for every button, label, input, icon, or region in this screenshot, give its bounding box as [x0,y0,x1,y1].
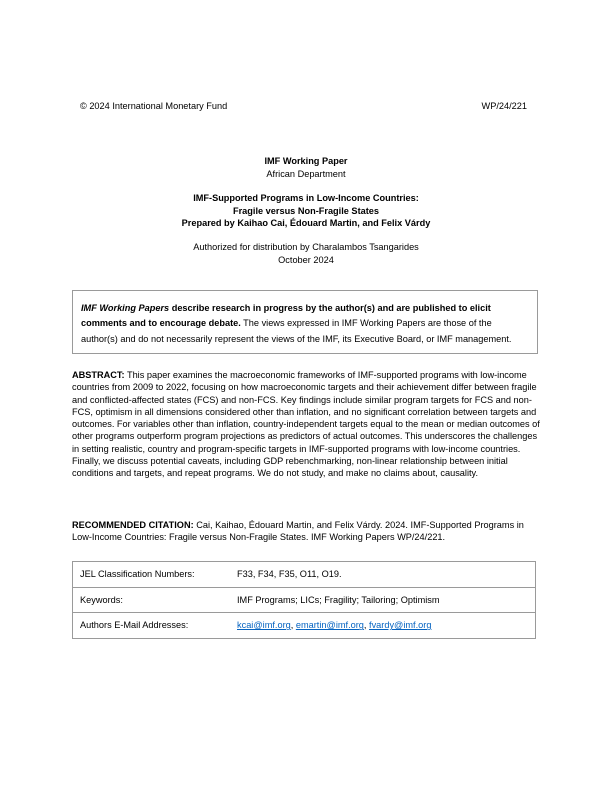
emails-label: Authors E-Mail Addresses: [73,613,231,639]
recommended-citation [72,519,542,544]
citation-label: RECOMMENDED CITATION: [72,520,194,530]
table-row [73,587,536,613]
authors: Prepared by Kaihao Cai, Édouard Martin, and Felix Várdy [181,218,431,229]
keywords-label: Keywords: [73,587,231,613]
jel-value: F33, F34, F35, O11, O19. [230,562,536,588]
abstract [72,369,542,480]
publication-date: October 2024 [278,254,334,265]
series-name: IMF Working Paper [264,156,348,166]
email-link-cai[interactable]: kcai@imf.org [237,620,291,631]
copyright-notice: © 2024 International Monetary Fund [80,101,228,111]
paper-title-line1: IMF-Supported Programs in Low-Income Countries: [193,193,419,204]
emails-value [230,613,536,639]
citation-text: Cai, Kaihao, Édouard Martin, and Felix Várdy. 2024. IMF-Supported Programs in Low-Income Countries: Fragile versus Non-Fragile States. IMF Working Papers WP/24/221. [72,520,524,543]
authorized-by: Authorized for distribution by Charalambos Tsangarides [193,241,419,252]
abstract-label: ABSTRACT: [72,370,125,380]
title-block [0,155,612,266]
disclaimer-box [72,290,538,354]
disclaimer-text: The views expressed in IMF Working Papers are those of the author(s) and do not necessarily represent the views of the IMF, its Executive Board, or IMF management. [81,318,512,344]
department: African Department [266,168,346,179]
disclaimer-lead: IMF Working Papers [81,303,170,313]
email-link-martin[interactable]: emartin@imf.org [295,620,364,631]
email-link-vardy[interactable]: fvardy@imf.org [369,620,432,631]
disclaimer-bold: describe research in progress by the author(s) and are published to elicit comments and to encourage debate. [81,303,491,329]
table-row [73,613,536,639]
email-separator: , [363,620,370,631]
jel-label: JEL Classification Numbers: [73,562,231,588]
keywords-value: IMF Programs; LICs; Fragility; Tailoring; Optimism [230,587,536,613]
paper-info-table [72,561,536,639]
email-separator: , [290,620,296,631]
abstract-text: This paper examines the macroeconomic frameworks of IMF-supported programs with low-income countries from 2009 to 2022, focusing on how macroeconomic targets and their achievement differ between fragile and conflicted-affected states (FCS) and non-FCS. Key findings include similar program targets for FCS and non-FCS, optimism in all dimensions considered other than inflation, and no significant correlation between targets and outcomes. For variables other than inflation, country-independent targets equal to the mean or median outcomes of other programs outperform program projections as predictors of actual outcomes. This underscores the challenges in setting realistic, country and program-specific targets in IMF-supported programs with low-income countries. Finally, we discuss potential caveats, including GDP rebenchmarking, non-linear relationship between initial conditions and targets, and repeat programs. We do not study, and make no claims about, causality. [72,370,540,479]
table-row [73,562,536,588]
paper-number: WP/24/221 [481,101,527,111]
paper-title-line2: Fragile versus Non-Fragile States [232,205,380,216]
